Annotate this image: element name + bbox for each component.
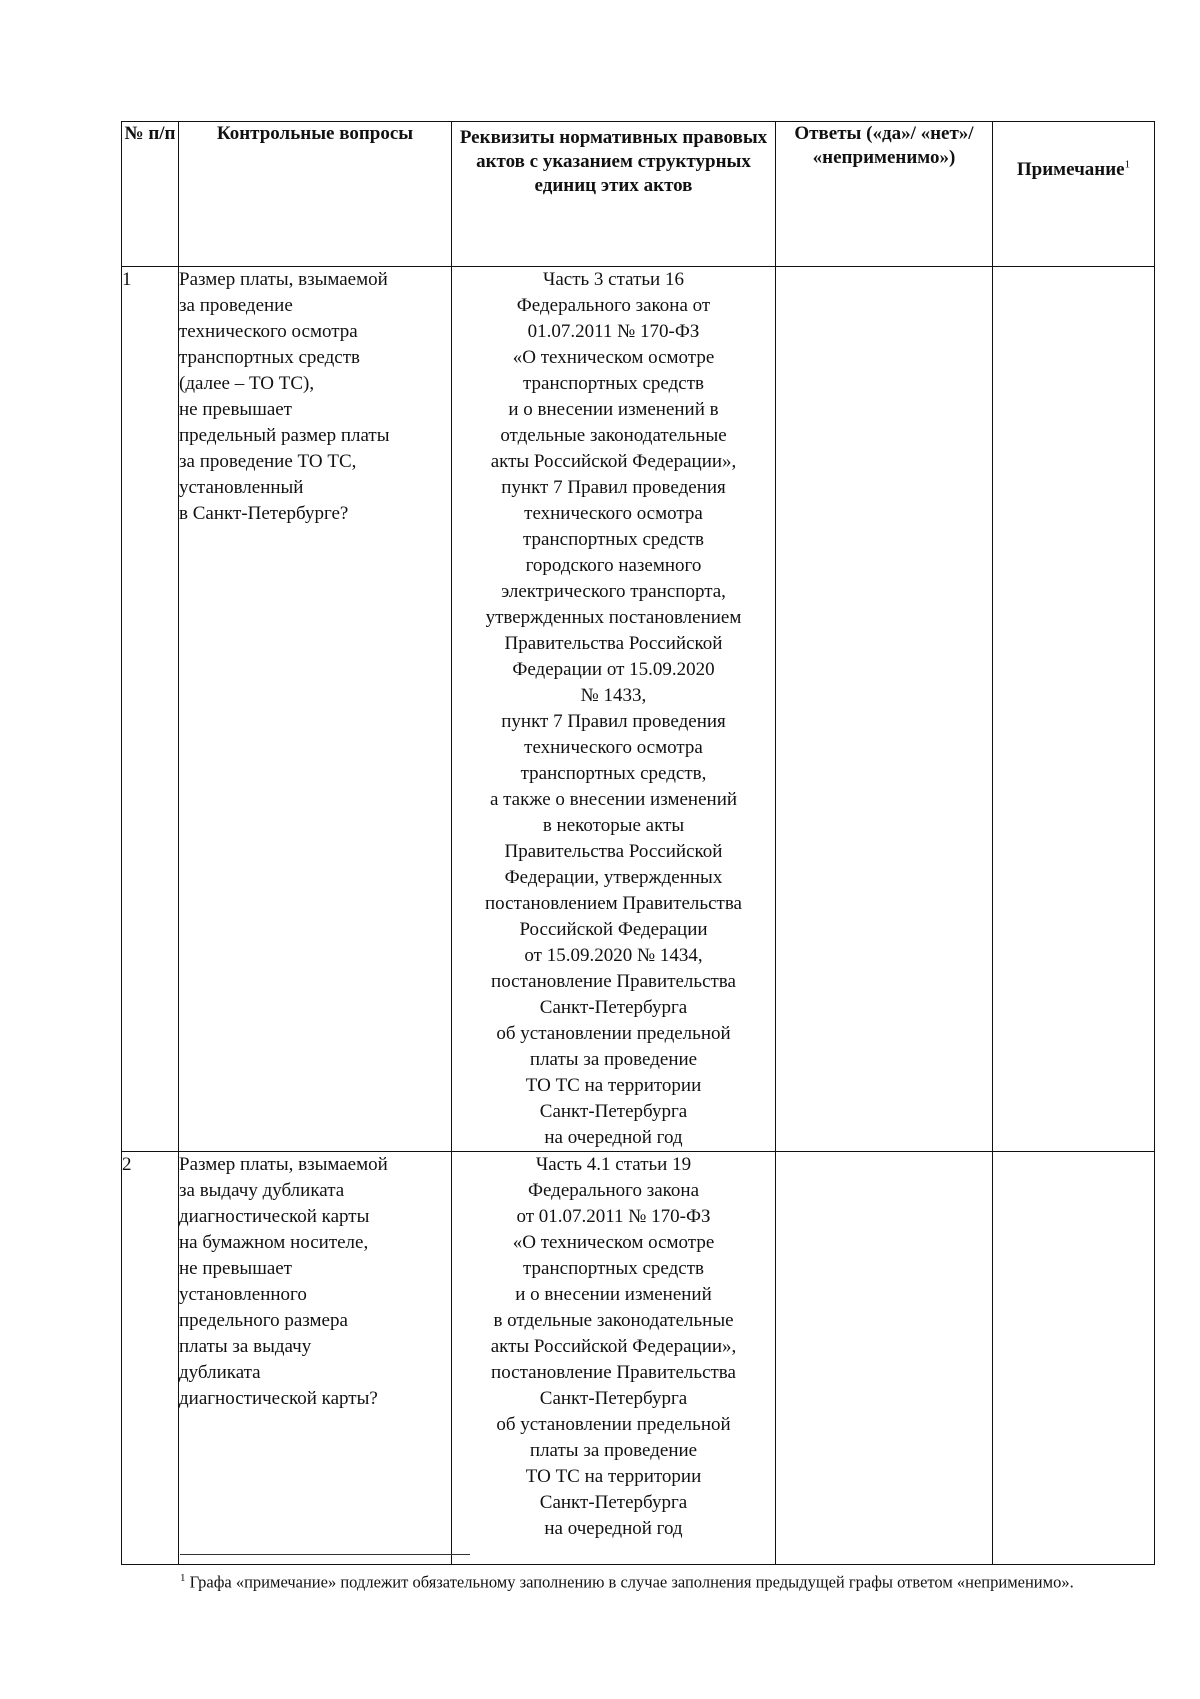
question-line: на бумажном носителе, <box>179 1232 369 1253</box>
requisite-line: акты Российской Федерации», <box>490 1336 737 1357</box>
question-line: не превышает <box>179 1258 292 1279</box>
question-line: установленного <box>179 1284 307 1305</box>
header-number: № п/п <box>122 122 179 267</box>
requisite-line: на очередной год <box>544 1127 683 1148</box>
answer-cell[interactable] <box>776 1152 993 1565</box>
question-line: платы за выдачу <box>179 1336 312 1357</box>
row-number: 2 <box>122 1152 179 1565</box>
requisite-line: Часть 3 статьи 16 <box>543 269 684 290</box>
header-notes <box>993 122 1155 267</box>
question-line: предельный размер платы <box>179 425 390 446</box>
requisite-line: и о внесении изменений в <box>508 399 719 420</box>
header-questions: Контрольные вопросы <box>179 122 452 267</box>
notes-cell[interactable] <box>993 1152 1155 1565</box>
question-line: не превышает <box>179 399 292 420</box>
requisite-line: Федерации от 15.09.2020 <box>512 659 715 680</box>
question-line: диагностической карты? <box>179 1388 378 1409</box>
requisite-line: утвержденных постановлением <box>485 607 742 628</box>
footnote-separator <box>180 1554 470 1555</box>
question-line: за проведение <box>179 295 293 316</box>
requisite-line: в отдельные законодательные <box>493 1310 734 1331</box>
question-line: диагностической карты <box>179 1206 370 1227</box>
requisite-line: а также о внесении изменений <box>489 789 738 810</box>
requisite-line: пункт 7 Правил проведения <box>501 711 726 732</box>
table-header-row <box>122 122 1155 267</box>
requisite-line: Российской Федерации <box>519 919 708 940</box>
requisite-line: постановление Правительства <box>491 971 736 992</box>
requisite-line: Правительства Российской <box>504 841 723 862</box>
legal-requisites <box>452 1152 776 1565</box>
requisite-line: пункт 7 Правил проведения <box>501 477 726 498</box>
control-question <box>179 267 452 1152</box>
question-line: установленный <box>179 477 304 498</box>
requisite-line: в некоторые акты <box>542 815 685 836</box>
requisite-line: «О техническом осмотре <box>512 347 715 368</box>
requisite-line: и о внесении изменений <box>515 1284 712 1305</box>
notes-cell[interactable] <box>993 267 1155 1152</box>
header-requisites: Реквизиты нормативных правовых актов с указанием структурных единиц этих актов <box>452 122 776 267</box>
table-row <box>122 1152 1155 1565</box>
control-question <box>179 1152 452 1565</box>
answer-cell[interactable] <box>776 267 993 1152</box>
row-number: 1 <box>122 267 179 1152</box>
requisite-line: Часть 4.1 статьи 19 <box>535 1154 692 1175</box>
question-line: Размер платы, взымаемой <box>179 1154 388 1175</box>
question-line: транспортных средств <box>179 347 360 368</box>
question-line: за выдачу дубликата <box>179 1180 345 1201</box>
legal-requisites <box>452 267 776 1152</box>
requisite-line: Санкт-Петербурга <box>539 1388 688 1409</box>
requisite-line: от 01.07.2011 № 170-ФЗ <box>516 1206 711 1227</box>
footnote-text: Графа «примечание» подлежит обязательному заполнению в случае заполнения предыдущей графы ответом «неприменимо». <box>189 1572 1074 1592</box>
requisite-line: «О техническом осмотре <box>512 1232 715 1253</box>
requisite-line: платы за проведение <box>529 1049 698 1070</box>
requisite-line: технического осмотра <box>524 503 703 524</box>
question-line: технического осмотра <box>179 321 358 342</box>
question-line: за проведение ТО ТС, <box>179 451 357 472</box>
question-line: Размер платы, взымаемой <box>179 269 388 290</box>
requisite-line: Санкт-Петербурга <box>539 1101 688 1122</box>
requisite-line: постановление Правительства <box>491 1362 736 1383</box>
requisite-line: транспортных средств <box>523 373 704 394</box>
requisite-line: на очередной год <box>544 1518 683 1539</box>
table-row <box>122 267 1155 1152</box>
requisite-line: транспортных средств, <box>520 763 707 784</box>
requisite-line: от 15.09.2020 № 1434, <box>524 945 703 966</box>
requisite-line: акты Российской Федерации», <box>490 451 737 472</box>
footnote <box>180 1566 1140 1595</box>
requisite-line: 01.07.2011 № 170-ФЗ <box>527 321 700 342</box>
requisite-line: ТО ТС на территории <box>525 1466 702 1487</box>
question-line: (далее – ТО ТС), <box>179 373 315 394</box>
requisite-line: технического осмотра <box>524 737 703 758</box>
requisite-line: транспортных средств <box>523 529 704 550</box>
requisite-line: постановлением Правительства <box>485 893 742 914</box>
checklist-table <box>121 121 1155 1565</box>
requisite-line: Санкт-Петербурга <box>539 997 688 1018</box>
header-notes-label: Примечание <box>1016 159 1125 180</box>
question-line: в Санкт-Петербурге? <box>179 503 349 524</box>
requisite-line: об установлении предельной <box>496 1414 731 1435</box>
question-line: предельного размера <box>179 1310 348 1331</box>
requisite-line: транспортных средств <box>523 1258 704 1279</box>
requisite-line: Правительства Российской <box>504 633 723 654</box>
footnote-number: 1 <box>180 1572 186 1584</box>
requisite-line: Федерального закона <box>527 1180 700 1201</box>
requisite-line: электрического транспорта, <box>501 581 726 602</box>
requisite-line: ТО ТС на территории <box>525 1075 702 1096</box>
requisite-line: отдельные законодательные <box>500 425 727 446</box>
header-answers: Ответы («да»/ «нет»/ «неприменимо») <box>776 122 993 267</box>
requisite-line: Федерального закона от <box>516 295 711 316</box>
footnote-mark: 1 <box>1124 158 1131 171</box>
requisite-line: № 1433, <box>580 685 647 706</box>
requisite-line: платы за проведение <box>529 1440 698 1461</box>
requisite-line: городского наземного <box>525 555 702 576</box>
requisite-line: Федерации, утвержденных <box>504 867 723 888</box>
requisite-line: об установлении предельной <box>496 1023 731 1044</box>
question-line: дубликата <box>179 1362 261 1383</box>
requisite-line: Санкт-Петербурга <box>539 1492 688 1513</box>
